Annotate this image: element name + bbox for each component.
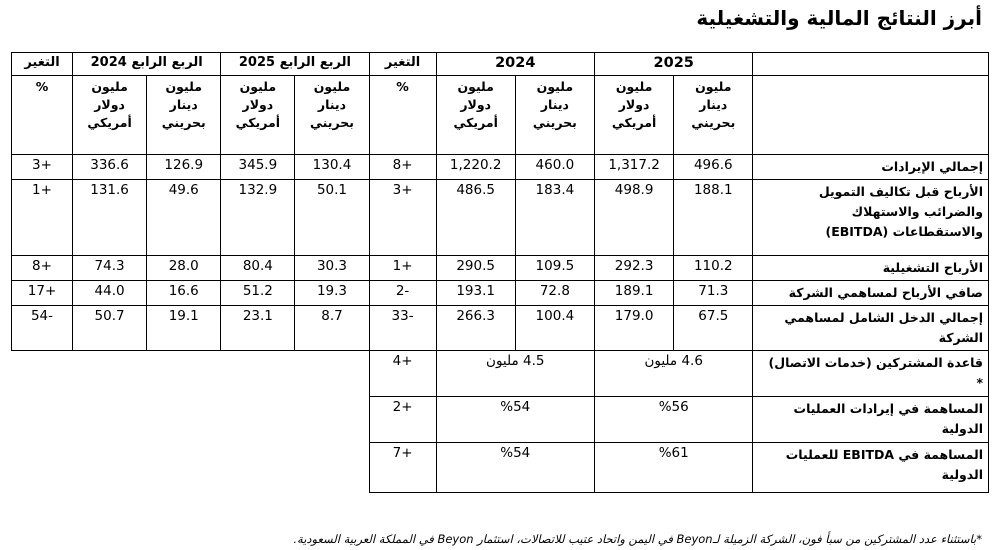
empty-area	[12, 397, 370, 443]
header-row	[12, 53, 989, 76]
header-q4-2025: الربع الرابع 2025	[221, 53, 369, 76]
table-cell: +8	[369, 155, 436, 180]
footnote: *باستثناء عدد المشتركين من سبأ فون، الشركة الزميلة لـBeyon في اليمن واتحاد عتيب للاتصالات، استثمار Beyon في المملكة العربية السعودية.	[293, 532, 982, 546]
table-row	[12, 443, 989, 493]
table-cell: 1,220.2	[436, 155, 515, 180]
table-cell: 109.5	[515, 256, 594, 281]
value-2025: %61	[594, 443, 752, 493]
unit-usd: مليون دولار أمريكي	[436, 76, 515, 155]
unit-bhd: مليون دينار بحريني	[674, 76, 753, 155]
value-2024: 4.5 مليون	[436, 351, 594, 397]
row-label: المساهمة في إيرادات العمليات الدولية	[753, 397, 989, 443]
header-year-2024: 2024	[436, 53, 594, 76]
financial-results-table	[11, 52, 989, 493]
change-cell: +4	[369, 351, 436, 397]
table-cell: 188.1	[674, 180, 753, 256]
table-row	[12, 351, 989, 397]
row-label: قاعدة المشتركين (خدمات الاتصال) *	[753, 351, 989, 397]
table-cell: +3	[12, 155, 73, 180]
table-cell: 72.8	[515, 281, 594, 306]
table-cell: 486.5	[436, 180, 515, 256]
header-change-quarter: التغير	[12, 53, 73, 76]
row-label: إجمالي الإيرادات	[753, 155, 989, 180]
table-cell: 71.3	[674, 281, 753, 306]
unit-percent: %	[369, 76, 436, 155]
value-2025: 4.6 مليون	[594, 351, 752, 397]
table-cell: 130.4	[295, 155, 369, 180]
table-cell: 345.9	[221, 155, 295, 180]
table-row	[12, 281, 989, 306]
table-cell: -33	[369, 306, 436, 351]
table-cell: 80.4	[221, 256, 295, 281]
value-2024: %54	[436, 397, 594, 443]
table-cell: 183.4	[515, 180, 594, 256]
table-row	[12, 180, 989, 256]
table-cell: 498.9	[594, 180, 673, 256]
table-cell: 131.6	[73, 180, 147, 256]
table-cell: -2	[369, 281, 436, 306]
table-cell: 126.9	[147, 155, 221, 180]
table-cell: 51.2	[221, 281, 295, 306]
header-q4-2024: الربع الرابع 2024	[73, 53, 221, 76]
table-cell: +1	[12, 180, 73, 256]
unit-bhd: مليون دينار بحريني	[515, 76, 594, 155]
unit-usd: مليون دولار أمريكي	[594, 76, 673, 155]
table-cell: 67.5	[674, 306, 753, 351]
table-row	[12, 155, 989, 180]
unit-row	[12, 76, 989, 155]
table-row	[12, 397, 989, 443]
table-cell: +1	[369, 256, 436, 281]
table-cell: 28.0	[147, 256, 221, 281]
unit-bhd: مليون دينار بحريني	[295, 76, 369, 155]
table-cell: 496.6	[674, 155, 753, 180]
table-cell: 460.0	[515, 155, 594, 180]
table-cell: 23.1	[221, 306, 295, 351]
value-2024: %54	[436, 443, 594, 493]
empty-area	[12, 351, 370, 397]
value-2025: %56	[594, 397, 752, 443]
table-cell: 100.4	[515, 306, 594, 351]
page-title: أبرز النتائج المالية والتشغيلية	[696, 6, 982, 30]
unit-bhd: مليون دينار بحريني	[147, 76, 221, 155]
table-cell: 193.1	[436, 281, 515, 306]
table-cell: 179.0	[594, 306, 673, 351]
table-cell: 19.3	[295, 281, 369, 306]
header-change-annual: التغير	[369, 53, 436, 76]
table-cell: 110.2	[674, 256, 753, 281]
header-year-2025: 2025	[594, 53, 752, 76]
table-cell: 266.3	[436, 306, 515, 351]
empty-area	[12, 443, 370, 493]
header-blank	[753, 53, 989, 76]
row-label: صافي الأرباح لمساهمي الشركة	[753, 281, 989, 306]
table-cell: 292.3	[594, 256, 673, 281]
table-cell: +17	[12, 281, 73, 306]
table-cell: 19.1	[147, 306, 221, 351]
table-cell: 30.3	[295, 256, 369, 281]
table-cell: 16.6	[147, 281, 221, 306]
table-cell: -54	[12, 306, 73, 351]
row-label: المساهمة في EBITDA للعمليات الدولية	[753, 443, 989, 493]
table-cell: 50.1	[295, 180, 369, 256]
table-cell: 290.5	[436, 256, 515, 281]
row-label: الأرباح قبل تكاليف التمويل والضرائب والاستهلاك والاستقطاعات (EBITDA)	[753, 180, 989, 256]
unit-usd: مليون دولار أمريكي	[73, 76, 147, 155]
unit-usd: مليون دولار أمريكي	[221, 76, 295, 155]
table-cell: 49.6	[147, 180, 221, 256]
table-cell: +8	[12, 256, 73, 281]
table-cell: +3	[369, 180, 436, 256]
table-cell: 189.1	[594, 281, 673, 306]
table-cell: 50.7	[73, 306, 147, 351]
table-cell: 74.3	[73, 256, 147, 281]
row-label: الأرباح التشغيلية	[753, 256, 989, 281]
table-cell: 44.0	[73, 281, 147, 306]
table-row	[12, 306, 989, 351]
unit-percent: %	[12, 76, 73, 155]
unit-blank	[753, 76, 989, 155]
row-label: إجمالي الدخل الشامل لمساهمي الشركة	[753, 306, 989, 351]
change-cell: +2	[369, 397, 436, 443]
table-cell: 336.6	[73, 155, 147, 180]
change-cell: +7	[369, 443, 436, 493]
table-cell: 1,317.2	[594, 155, 673, 180]
table-cell: 132.9	[221, 180, 295, 256]
table-row	[12, 256, 989, 281]
table-cell: 8.7	[295, 306, 369, 351]
